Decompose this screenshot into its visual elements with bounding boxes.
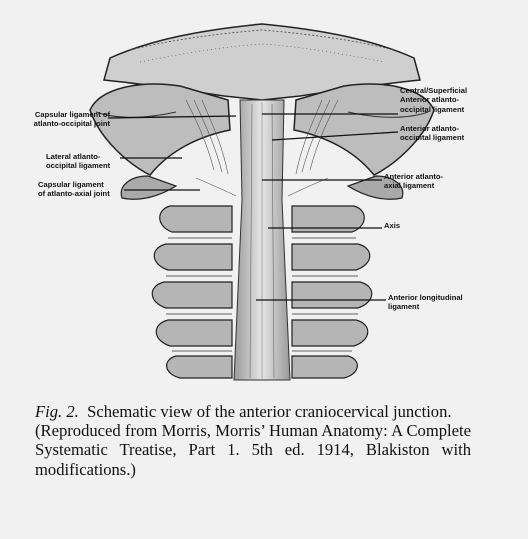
label-capsular-atlanto-occipital: Capsular ligament of atlanto-occipital joint <box>33 110 110 129</box>
label-anterior-atlanto-axial: Anterior atlanto- axial ligament <box>384 172 444 191</box>
caption-title-line <box>35 402 471 421</box>
caption-title: Schematic view of the anterior craniocervical junction. <box>87 402 452 421</box>
figure-caption <box>35 402 471 479</box>
caption-source: (Reproduced from Morris, Morris’ Human Anatomy: A Complete Systematic Treatise, Part 1. 5th ed. 1914, Blakiston with modifications.) <box>35 421 471 479</box>
figure-label: Fig <box>35 402 59 421</box>
label-capsular-atlanto-axial: Capsular ligament of atlanto-axial joint <box>38 180 110 199</box>
label-axis: Axis <box>384 221 401 230</box>
label-anterior-atlanto-occipital: Anterior atlanto- occipital ligament <box>400 124 465 143</box>
figure-number: . 2. <box>58 402 79 421</box>
label-central-superficial: Central/Superficial Anterior atlanto- occipital ligament <box>400 86 468 114</box>
central-ligament-band <box>234 100 290 380</box>
label-anterior-longitudinal: Anterior longitudinal ligament <box>388 293 463 312</box>
label-lateral-atlanto-occipital: Lateral atlanto- occipital ligament <box>46 152 111 171</box>
